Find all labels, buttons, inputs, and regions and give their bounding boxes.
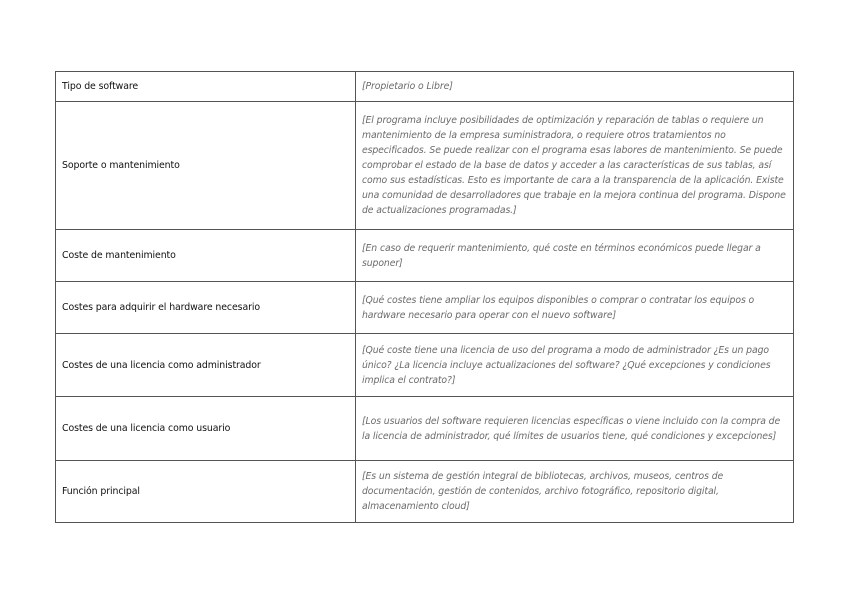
table-row bbox=[56, 397, 794, 461]
table-row bbox=[56, 334, 794, 397]
row-value: [Qué coste tiene una licencia de uso del programa a modo de administrador ¿Es un pago único? ¿La licencia incluye actualizaciones del software? ¿Qué excepciones y condiciones implica el contrato?] bbox=[356, 334, 794, 397]
row-value: [Es un sistema de gestión integral de bibliotecas, archivos, museos, centros de documentación, gestión de contenidos, archivo fotográfico, repositorio digital, almacenamiento cloud] bbox=[356, 461, 794, 523]
row-label: Soporte o mantenimiento bbox=[56, 102, 356, 230]
row-label: Coste de mantenimiento bbox=[56, 230, 356, 282]
row-value: [Propietario o Libre] bbox=[356, 72, 794, 102]
table-row bbox=[56, 102, 794, 230]
row-label: Costes de una licencia como administrador bbox=[56, 334, 356, 397]
table-row bbox=[56, 461, 794, 523]
row-label: Costes de una licencia como usuario bbox=[56, 397, 356, 461]
row-label: Costes para adquirir el hardware necesario bbox=[56, 282, 356, 334]
software-evaluation-table bbox=[55, 71, 794, 523]
row-value: [Qué costes tiene ampliar los equipos disponibles o comprar o contratar los equipos o hardware necesario para operar con el nuevo software] bbox=[356, 282, 794, 334]
row-label: Función principal bbox=[56, 461, 356, 523]
table-row bbox=[56, 282, 794, 334]
row-value: [En caso de requerir mantenimiento, qué coste en términos económicos puede llegar a suponer] bbox=[356, 230, 794, 282]
row-value: [Los usuarios del software requieren licencias específicas o viene incluido con la compra de la licencia de administrador, qué límites de usuarios tiene, qué condiciones y excepciones] bbox=[356, 397, 794, 461]
table-row bbox=[56, 72, 794, 102]
table-row bbox=[56, 230, 794, 282]
row-value: [El programa incluye posibilidades de optimización y reparación de tablas o requiere un mantenimiento de la empresa suministradora, o requiere otros tratamientos no especificados. Se puede realizar con el programa esas labores de mantenimiento. Se puede comprobar el estado de la base de datos y acceder a las características de sus tablas, así como sus estadísticas. Esto es importante de cara a la transparencia de la aplicación. Existe una comunidad de desarrolladores que trabaje en la mejora continua del programa. Dispone de actualizaciones programadas.] bbox=[356, 102, 794, 230]
row-label: Tipo de software bbox=[56, 72, 356, 102]
